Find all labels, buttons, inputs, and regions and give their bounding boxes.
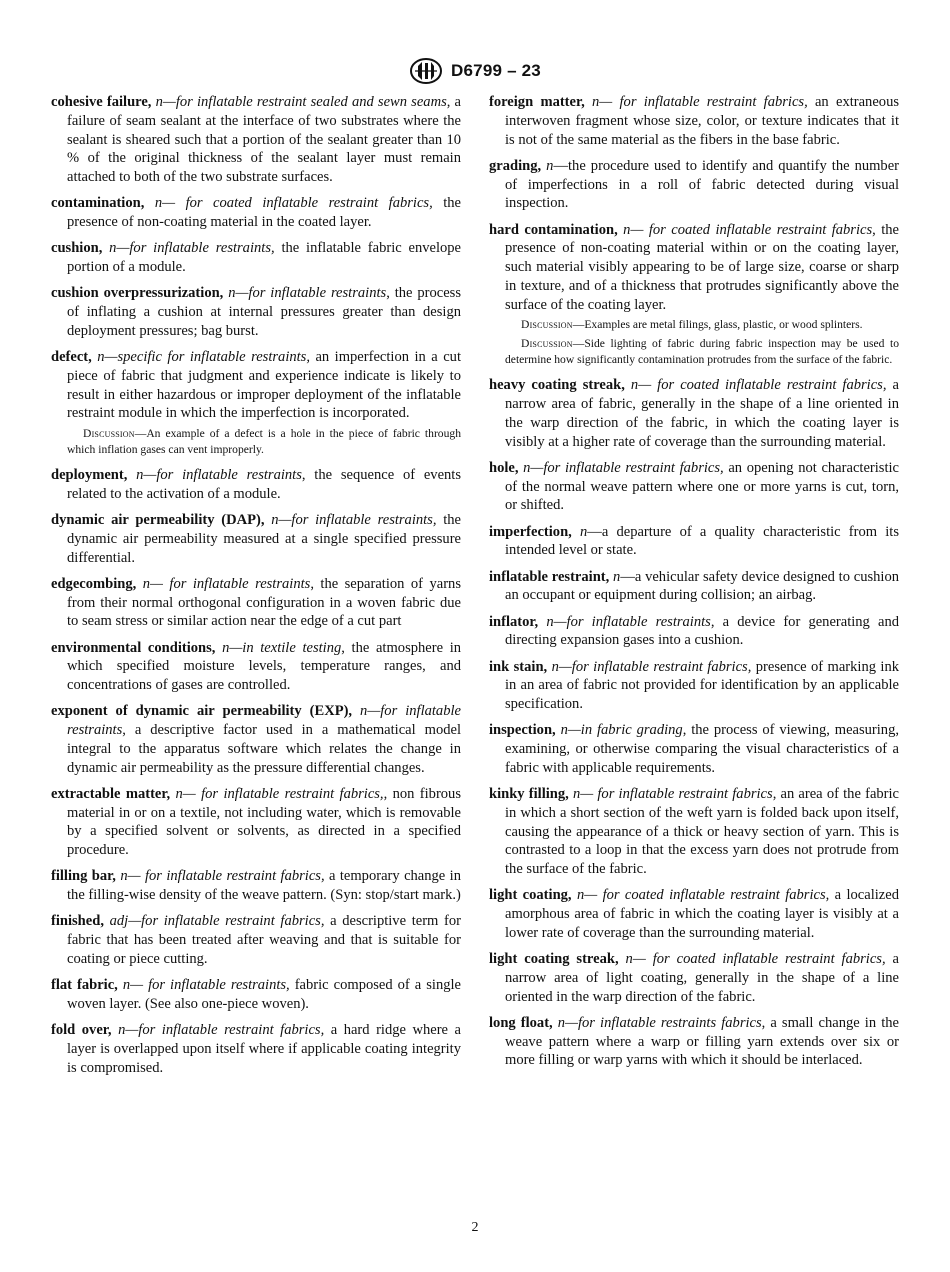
term: deployment, [51, 467, 128, 483]
definition-text: —the procedure used to identify and quantify the number of imperfections in a roll of fabric detected during visual inspection. [505, 157, 900, 212]
term: light coating streak, [489, 951, 619, 967]
definition-entry [489, 459, 899, 515]
definition-text: , a device for generating and directing expansion gases into a cushion. [505, 613, 899, 649]
definition-text: a localized amorphous area of fabric in which the coating layer is visibly at a lower rate of coverage than the surrounding material. [505, 887, 899, 941]
definition-text: , non fibrous material in or on a textile, not including water, which is removable by a specified solvent or solvents, as directed in a specified procedure. [67, 785, 461, 858]
definition-text: fabric composed of a single woven layer. (See also one-piece woven). [67, 977, 461, 1012]
term: fold over, [51, 1022, 112, 1038]
definition-entry [51, 348, 461, 423]
definition-entry [489, 93, 899, 149]
term: hole, [489, 459, 519, 476]
definition-entry [489, 1014, 899, 1070]
definition-entry [51, 466, 461, 504]
term: dynamic air permeability (DAP), [51, 512, 265, 528]
definition-text: , the process of inflating a cushion at internal pressures greater than design deployment pressures; bag burst. [67, 285, 462, 339]
term: finished, [51, 913, 104, 930]
discussion-text: —An example of a defect is a hole in the piece of fabric through which inflation gases can vent improperly. [67, 426, 461, 456]
term-qualifier: n— for coated inflatable restraint fabrics, [154, 195, 433, 212]
term-qualifier: n— for coated inflatable restraint fabrics, [630, 377, 887, 394]
definition-text: the presence of non-coating material in the coated layer. [67, 195, 461, 230]
term-qualifier: n— for inflatable restraint fabrics, [175, 785, 384, 802]
term-qualifier: n—for inflatable restraint fabrics, [551, 658, 752, 675]
definition-text: a descriptive term for fabric that has been treated after weaving and that is suitable for coating or piece cutting. [67, 913, 461, 967]
term: ink stain, [489, 658, 548, 675]
term-qualifier: n—in fabric grading [560, 722, 683, 739]
definition-entry [51, 976, 461, 1014]
definition-text: , a failure of seam sealant at the interface of two substrates where the sealant is sheared such that a portion of the sealant greater than 10 % of the original thickness of the sealant layer must remain attached to both of the two substrate surfaces. [67, 94, 462, 185]
term: extractable matter, [51, 785, 171, 802]
definition-entry [489, 221, 899, 315]
term: edgecombing, [51, 575, 137, 592]
term: hard contamination, [489, 221, 618, 238]
term-qualifier: n—for inflatable restraint fabrics, [523, 459, 724, 476]
term-qualifier: n—for inflatable restraint fabrics, [118, 1022, 325, 1038]
discussion-note [489, 317, 899, 334]
left-column [51, 93, 461, 1085]
definition-entry [51, 194, 461, 232]
definition-text: , the process of viewing, measuring, examining, or otherwise comparing the visual characteristics of a fabric with applicable requirements. [505, 722, 899, 776]
page-header [0, 56, 950, 86]
definition-text: an extraneous interwoven fragment whose size, color, or texture indicates that it is not of the same material as the fibers in the base fabric. [505, 94, 899, 148]
term: flat fabric, [51, 977, 118, 993]
definition-text: , the presence of non-coating material within or on the coating layer, such material visibly appearing to be of large size, coarse or sharp in texture, and of a thickness that protrudes significantly above the surface of the coating layer. [505, 221, 900, 313]
definition-entry [489, 658, 899, 714]
term: kinky filling, [489, 786, 569, 802]
term: defect, [51, 349, 92, 365]
term: foreign matter, [489, 94, 585, 110]
term-qualifier: n—for inflatable restraints, [271, 512, 437, 528]
definition-entry [489, 785, 899, 879]
astm-logo-icon [409, 57, 443, 85]
term-qualifier: n [613, 568, 621, 585]
definition-entry [51, 239, 461, 277]
definition-entry [489, 376, 899, 451]
definition-text: presence of marking ink in an area of fabric not provided for identification by an applicable specification. [505, 658, 900, 712]
term: inflator, [489, 613, 539, 630]
discussion-label: Discussion [83, 426, 135, 440]
page-number: 2 [471, 1220, 479, 1235]
term: imperfection, [489, 523, 572, 540]
definition-text: —a vehicular safety device designed to cushion an occupant or equipment during collision; an airbag. [505, 568, 899, 604]
definition-text: —a departure of a quality characteristic from its intended level or state. [505, 523, 899, 559]
definition-entry [51, 511, 461, 567]
definition-text: a hard ridge where a layer is overlapped upon itself where if applicable coating integrity is compromised. [67, 1022, 461, 1076]
term-qualifier: n—for inflatable restraints [136, 467, 302, 483]
term-qualifier: n—in textile testing [222, 639, 342, 656]
term-qualifier: n— for inflatable restraints [142, 575, 311, 592]
term-qualifier: n—for inflatable restraints, [109, 240, 275, 257]
term-qualifier: n [546, 157, 554, 174]
definition-text: , a descriptive factor used in a mathematical model integral to the apparatus software which relates the change in dynamic air permeability as the pressure differential changes. [67, 722, 461, 776]
definition-entry [51, 639, 461, 695]
term-qualifier: n— for inflatable restraint fabrics [573, 786, 773, 802]
term: long float, [489, 1014, 553, 1031]
term-qualifier: adj—for inflatable restraint fabrics, [109, 913, 325, 930]
discussion-label: Discussion [521, 336, 573, 350]
discussion-label: Discussion [521, 317, 573, 331]
discussion-text: —Examples are metal filings, glass, plastic, or wood splinters. [572, 317, 863, 331]
definition-text: the dynamic air permeability measured at a single specified pressure differential. [67, 512, 461, 566]
definition-text: a narrow area of fabric, generally in the shape of a line oriented in the warp direction of the fabric, in which the coating layer is visibly at a higher rate of coverage than the surrounding material. [505, 377, 899, 450]
definition-entry [51, 1021, 461, 1077]
definition-entry [489, 157, 899, 213]
definition-text: , the sequence of events related to the activation of a module. [67, 467, 461, 502]
term-qualifier: n—for inflatable restraints [546, 613, 711, 630]
definition-text: , an area of the fabric in which a short section of the weft yarn is folded back upon itself, causing the appearance of a thick or heavy section of yarn. This is contrasted to a loop in that the excess yarn does not protrude from the surface of the fabric. [505, 786, 900, 877]
term-qualifier: n— for coated inflatable restraint fabrics, [576, 887, 830, 904]
term-qualifier: n— for inflatable restraint fabrics, [120, 868, 325, 885]
term: filling bar, [51, 868, 116, 885]
definition-entry [489, 721, 899, 777]
term-qualifier: n— for coated inflatable restraint fabrics, [625, 951, 886, 967]
standard-designation: D6799 – 23 [451, 61, 541, 80]
definition-entry [51, 867, 461, 905]
definition-entry [51, 575, 461, 631]
definition-entry [51, 785, 461, 860]
term: grading, [489, 157, 542, 174]
discussion-text: —Side lighting of fabric during fabric inspection may be used to determine how significantly contamination protrudes from the surface of the fabric. [505, 336, 899, 367]
term-qualifier: n—for inflatable restraints [228, 285, 387, 302]
term: heavy coating streak, [489, 377, 625, 394]
definition-entry [51, 702, 461, 777]
definition-entry [489, 568, 899, 606]
definition-text: an opening not characteristic of the normal weave pattern where one or more yarns is cut, torn, or shifted. [505, 459, 899, 514]
definition-text: a narrow area of light coating, generally in the shape of a line oriented in the warp direction of the fabric. [505, 951, 899, 1005]
term: cushion, [51, 240, 103, 257]
definition-text: , a small change in the weave pattern where a warp or filling yarn extends over six or more filling or warp yarns with which it should be interlaced. [505, 1014, 899, 1069]
definition-entry [51, 912, 461, 968]
definition-entry [51, 284, 461, 340]
discussion-note [51, 426, 461, 459]
definition-text: the inflatable fabric envelope portion of a module. [67, 240, 462, 275]
definition-text: an imperfection in a cut piece of fabric that judgment and experience indicate is likely to result in either hazardous or improper deployment of the inflatable restraint module in which the imperfection is incorporated. [67, 349, 461, 422]
term: contamination, [51, 195, 145, 212]
definition-text: a temporary change in the filling-wise density of the weave pattern. (Syn: stop/start mark.) [67, 868, 461, 903]
term: cushion overpressurization, [51, 285, 224, 302]
term-qualifier: n—for inflatable restraints [67, 703, 461, 738]
definition-text: , the separation of yarns from their normal orthogonal configuration in a woven fabric due to seam stress or similar action near the edge of a cut part [67, 575, 461, 630]
definition-entry [489, 950, 899, 1006]
definition-text: , the atmosphere in which specified moisture levels, temperature ranges, and concentrations of gases are controlled. [67, 639, 462, 693]
discussion-note [489, 336, 899, 369]
term-qualifier: n—specific for inflatable restraints, [97, 349, 310, 365]
term-qualifier: n [580, 523, 588, 540]
term-qualifier: n— for inflatable restraints, [122, 977, 290, 993]
term-qualifier: n— for inflatable restraint fabrics, [592, 94, 808, 110]
term: inspection, [489, 722, 556, 739]
term: cohesive failure, [51, 94, 152, 110]
term-qualifier: n—for inflatable restraint sealed and sewn seams [155, 94, 447, 110]
definition-entry [489, 886, 899, 942]
term: inflatable restraint, [489, 568, 610, 585]
definition-entry [489, 523, 899, 561]
definition-entry [489, 613, 899, 651]
right-column [489, 93, 899, 1078]
term-qualifier: n—for inflatable restraints fabrics [557, 1014, 762, 1031]
definition-entry [51, 93, 461, 187]
term: exponent of dynamic air permeability (EXP), [51, 703, 353, 720]
term: light coating, [489, 887, 572, 904]
term-qualifier: n— for coated inflatable restraint fabrics [623, 221, 873, 238]
term: environmental conditions, [51, 639, 216, 656]
